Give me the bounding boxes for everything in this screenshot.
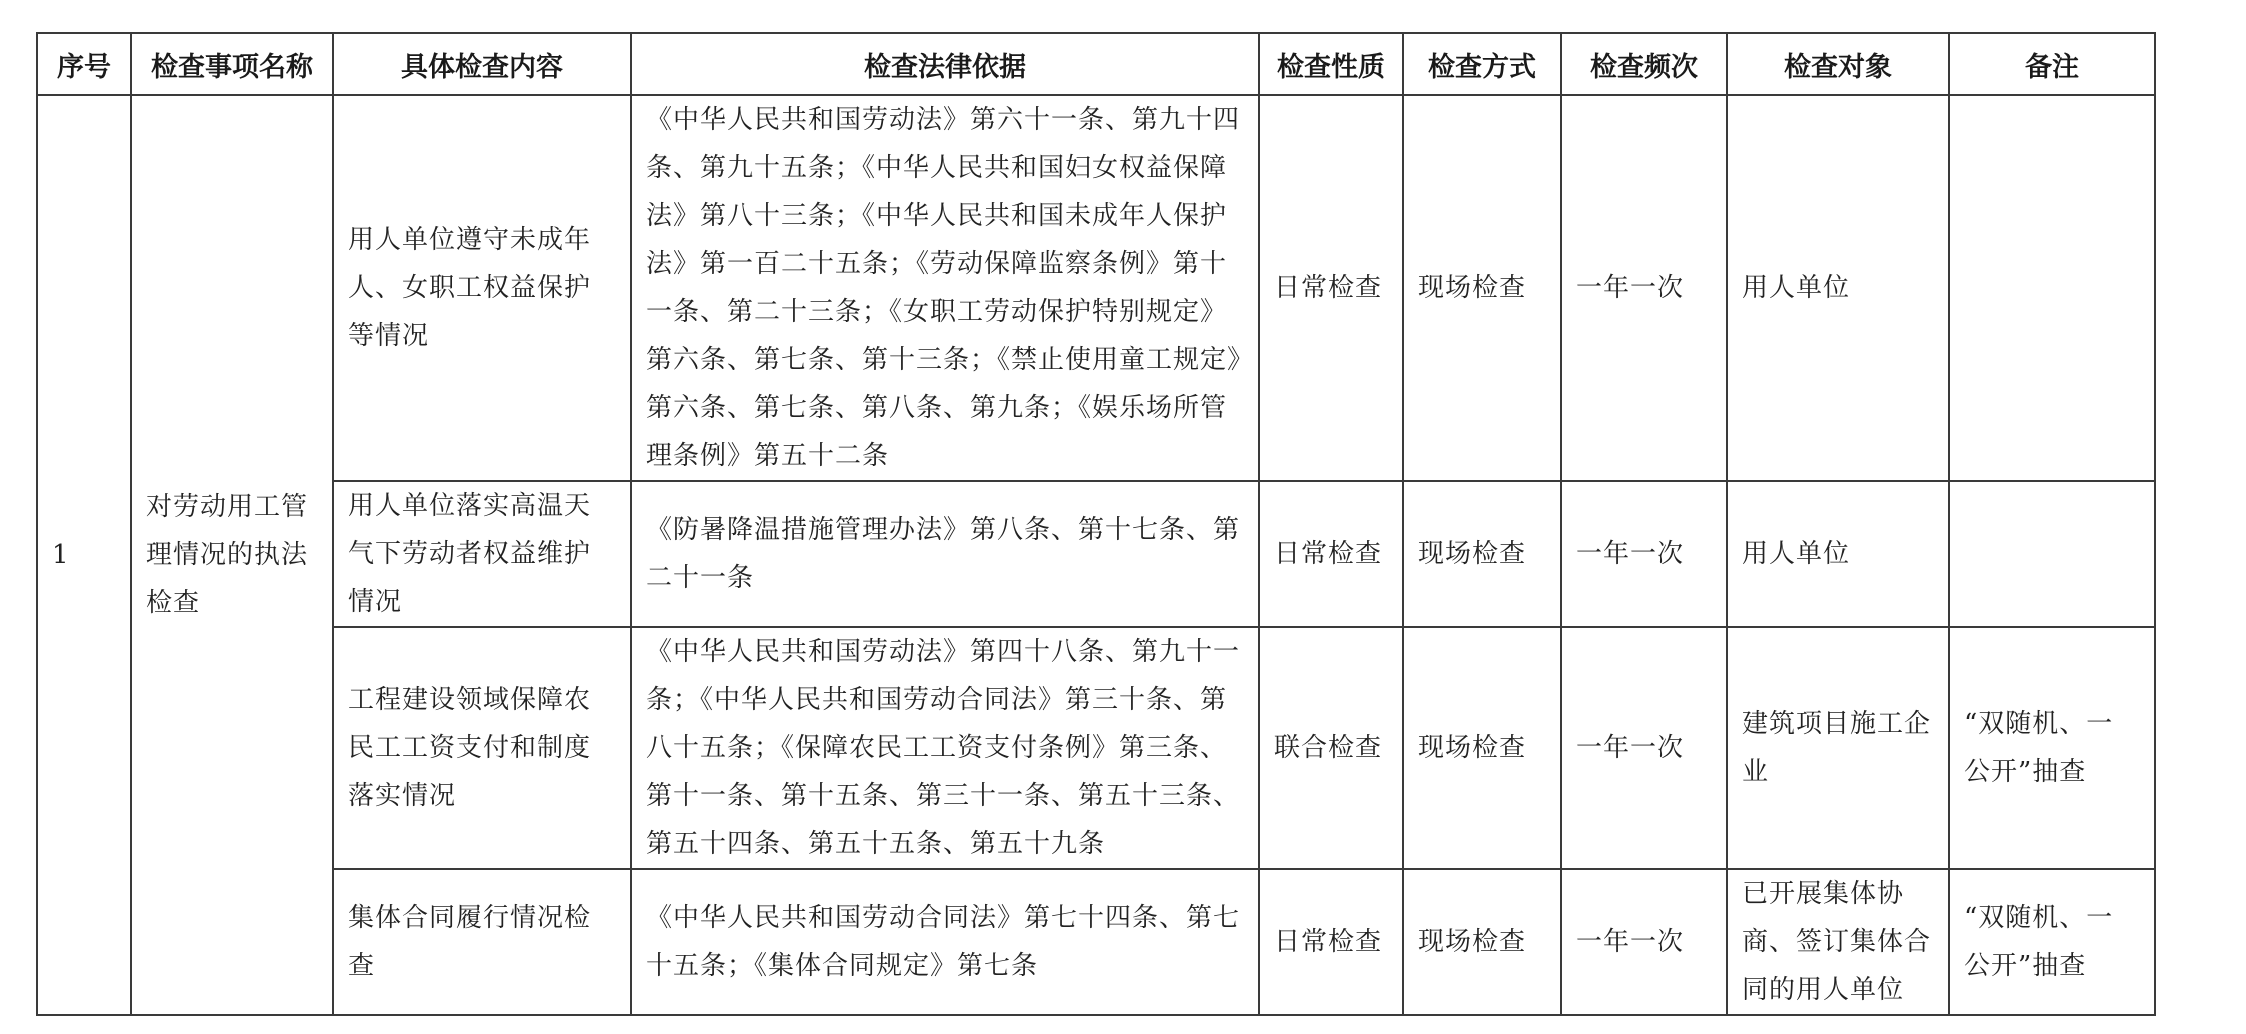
content-cell: 集体合同履行情况检查 <box>333 869 631 1015</box>
remark-cell: “双随机、一公开”抽查 <box>1949 627 2155 869</box>
inspection-table <box>36 32 2156 1016</box>
table-row <box>37 627 2155 869</box>
table-row <box>37 95 2155 481</box>
frequency-cell: 一年一次 <box>1561 95 1727 481</box>
nature-cell: 日常检查 <box>1259 95 1403 481</box>
frequency-cell: 一年一次 <box>1561 627 1727 869</box>
header-basis: 检查法律依据 <box>631 33 1259 95</box>
nature-cell: 日常检查 <box>1259 481 1403 627</box>
header-frequency: 检查频次 <box>1561 33 1727 95</box>
nature-cell: 日常检查 <box>1259 869 1403 1015</box>
basis-cell: 《中华人民共和国劳动法》第四十八条、第九十一条；《中华人民共和国劳动合同法》第三十条、第八十五条；《保障农民工工资支付条例》第三条、第十一条、第十五条、第三十一条、第五十三条、第五十四条、第五十五条、第五十九条 <box>631 627 1259 869</box>
method-cell: 现场检查 <box>1403 481 1561 627</box>
remark-cell <box>1949 95 2155 481</box>
header-method: 检查方式 <box>1403 33 1561 95</box>
content-cell: 用人单位遵守未成年人、女职工权益保护等情况 <box>333 95 631 481</box>
header-content: 具体检查内容 <box>333 33 631 95</box>
header-row <box>37 33 2155 95</box>
target-cell: 已开展集体协商、签订集体合同的用人单位 <box>1727 869 1949 1015</box>
nature-cell: 联合检查 <box>1259 627 1403 869</box>
header-index: 序号 <box>37 33 131 95</box>
row-index-cell: 1 <box>37 95 131 1015</box>
content-cell: 用人单位落实高温天气下劳动者权益维护情况 <box>333 481 631 627</box>
header-target: 检查对象 <box>1727 33 1949 95</box>
target-cell: 用人单位 <box>1727 481 1949 627</box>
table-row <box>37 869 2155 1015</box>
target-cell: 用人单位 <box>1727 95 1949 481</box>
method-cell: 现场检查 <box>1403 627 1561 869</box>
basis-cell: 《中华人民共和国劳动法》第六十一条、第九十四条、第九十五条；《中华人民共和国妇女权益保障法》第八十三条；《中华人民共和国未成年人保护法》第一百二十五条；《劳动保障监察条例》第十一条、第二十三条；《女职工劳动保护特别规定》第六条、第七条、第十三条；《禁止使用童工规定》第六条、第七条、第八条、第九条；《娱乐场所管理条例》第五十二条 <box>631 95 1259 481</box>
header-item-name: 检查事项名称 <box>131 33 333 95</box>
header-remark: 备注 <box>1949 33 2155 95</box>
basis-cell: 《中华人民共和国劳动合同法》第七十四条、第七十五条；《集体合同规定》第七条 <box>631 869 1259 1015</box>
item-name-cell: 对劳动用工管理情况的执法检查 <box>131 95 333 1015</box>
remark-cell <box>1949 481 2155 627</box>
content-cell: 工程建设领域保障农民工工资支付和制度落实情况 <box>333 627 631 869</box>
target-cell: 建筑项目施工企业 <box>1727 627 1949 869</box>
method-cell: 现场检查 <box>1403 95 1561 481</box>
frequency-cell: 一年一次 <box>1561 869 1727 1015</box>
basis-cell: 《防暑降温措施管理办法》第八条、第十七条、第二十一条 <box>631 481 1259 627</box>
header-nature: 检查性质 <box>1259 33 1403 95</box>
frequency-cell: 一年一次 <box>1561 481 1727 627</box>
method-cell: 现场检查 <box>1403 869 1561 1015</box>
remark-cell: “双随机、一公开”抽查 <box>1949 869 2155 1015</box>
table-row <box>37 481 2155 627</box>
